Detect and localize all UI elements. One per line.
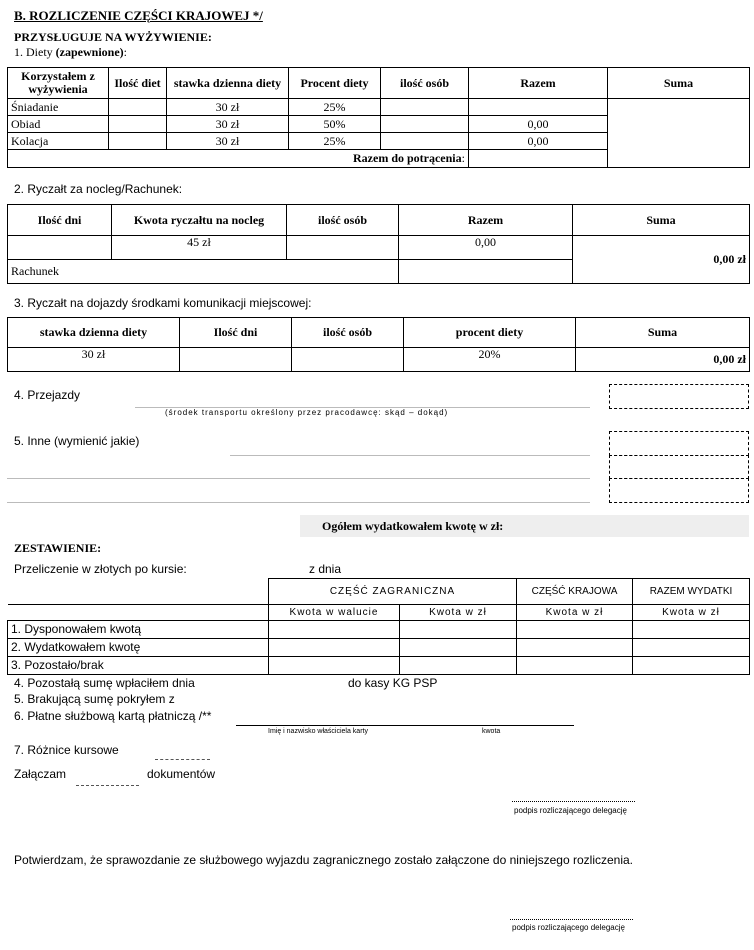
nocleg-header-total: Razem — [399, 205, 573, 236]
diety-header-total: Razem — [469, 68, 608, 99]
inne-line-3[interactable] — [7, 502, 590, 503]
subheader-currency: Kwota w walucie — [269, 605, 400, 621]
amount-cell[interactable] — [269, 639, 400, 657]
meal-persons-cell[interactable] — [381, 99, 469, 116]
meal-persons-cell[interactable] — [381, 116, 469, 133]
meal-persons-cell[interactable] — [381, 133, 469, 150]
subheader-pln-foreign: Kwota w zł — [400, 605, 517, 621]
dojazdy-header-rate: stawka dzienna diety — [8, 318, 180, 348]
zestawienie-corner — [8, 579, 269, 605]
meal-total: 0,00 — [469, 133, 608, 150]
nocleg-header-persons: ilość osób — [287, 205, 399, 236]
meal-name: Kolacja — [8, 133, 109, 150]
przejazdy-hint: (środek transportu określony przez pracodawcę: skąd – dokąd) — [165, 408, 449, 417]
attach-count-line[interactable] — [76, 785, 139, 786]
dojazdy-persons-cell[interactable] — [292, 348, 404, 372]
group-header-domestic: CZĘŚĆ KRAJOWA — [517, 579, 633, 605]
amount-cell[interactable] — [400, 621, 517, 639]
amount-cell[interactable] — [517, 657, 633, 675]
meal-name: Obiad — [8, 116, 109, 133]
subheader-blank — [8, 605, 269, 621]
nocleg-sum: 0,00 zł — [573, 236, 750, 284]
diety-header-persons: ilość osób — [381, 68, 469, 99]
inne-label: 5. Inne (wymienić jakie) — [14, 434, 140, 448]
dojazdy-percent: 20% — [404, 348, 576, 372]
meal-count-cell[interactable] — [109, 116, 167, 133]
przejazdy-amount-box[interactable] — [609, 384, 749, 409]
subheader-pln-domestic: Kwota w zł — [517, 605, 633, 621]
attach-post: dokumentów — [147, 767, 216, 781]
zestawienie-title: ZESTAWIENIE: — [14, 541, 102, 555]
meal-percent: 50% — [289, 116, 381, 133]
amount-cell[interactable] — [517, 621, 633, 639]
nocleg-header-sum: Suma — [573, 205, 750, 236]
diety-sum-cell — [608, 99, 750, 168]
nocleg-total: 0,00 — [399, 236, 573, 260]
attach-pre: Załączam — [14, 767, 67, 781]
amount-cell[interactable] — [633, 621, 750, 639]
amount-cell[interactable] — [269, 657, 400, 675]
diety-header-percent: Procent diety — [289, 68, 381, 99]
meal-total — [469, 99, 608, 116]
nocleg-table — [7, 204, 750, 284]
dojazdy-rate: 30 zł — [8, 348, 180, 372]
subheader-pln-total: Kwota w zł — [633, 605, 750, 621]
inne-amount-box-1[interactable] — [609, 431, 749, 456]
table-row — [8, 657, 750, 675]
dojazdy-header-days: Ilość dni — [180, 318, 292, 348]
line6-label: 6. Płatne służbową kartą płatniczą /** — [14, 709, 212, 723]
nocleg-label: 2. Ryczałt za nocleg/Rachunek: — [14, 182, 183, 196]
nocleg-days-cell[interactable] — [8, 236, 112, 260]
table-row — [8, 621, 750, 639]
signature2-caption: podpis rozliczającego delegację — [512, 923, 625, 932]
inne-line-2[interactable] — [7, 478, 590, 479]
diety-header-sum: Suma — [608, 68, 750, 99]
card-owner-caption: Imię i nazwisko właściciela karty — [268, 728, 368, 735]
inne-amount-box-2[interactable] — [609, 455, 749, 479]
dojazdy-header-sum: Suma — [576, 318, 750, 348]
table-row — [8, 99, 750, 116]
signature1-caption: podpis rozliczającego delegację — [514, 806, 627, 815]
amount-cell[interactable] — [633, 639, 750, 657]
deduction-label: Razem do potrącenia: — [8, 150, 469, 168]
meal-rate: 30 zł — [167, 116, 289, 133]
meal-total: 0,00 — [469, 116, 608, 133]
inne-amount-box-3[interactable] — [609, 478, 749, 503]
meal-count-cell[interactable] — [109, 133, 167, 150]
exchange-diff-line[interactable] — [155, 759, 210, 760]
amount-cell[interactable] — [633, 657, 750, 675]
group-header-total: RAZEM WYDATKI — [633, 579, 750, 605]
receipt-label: Rachunek — [8, 260, 399, 284]
signature2-line[interactable] — [510, 919, 633, 920]
diety-header-count: Ilość diet — [109, 68, 167, 99]
zestawienie-table — [7, 578, 750, 675]
card-amount-caption: kwota — [482, 728, 501, 735]
diety-header-rate: stawka dzienna diety — [167, 68, 289, 99]
line4-right: do kasy KG PSP — [348, 676, 438, 690]
meal-rate: 30 zł — [167, 99, 289, 116]
przejazdy-label: 4. Przejazdy — [14, 388, 81, 402]
meal-name: Śniadanie — [8, 99, 109, 116]
total-spent-label: Ogółem wydatkowałem kwotę w zł: — [322, 519, 504, 533]
meal-percent: 25% — [289, 133, 381, 150]
entitlement-heading: PRZYSŁUGUJE NA WYŻYWIENIE: — [14, 30, 212, 44]
nocleg-header-days: Ilość dni — [8, 205, 112, 236]
line4-label: 4. Pozostałą sumę wpłaciłem dnia — [14, 676, 195, 690]
receipt-value-cell[interactable] — [399, 260, 573, 284]
nocleg-persons-cell[interactable] — [287, 236, 399, 260]
amount-cell[interactable] — [517, 639, 633, 657]
diety-label: 1. Diety (zapewnione): — [14, 45, 128, 59]
dojazdy-table — [7, 317, 750, 372]
section-title: B. ROZLICZENIE CZĘŚCI KRAJOWEJ */ — [14, 8, 263, 23]
nocleg-header-rate: Kwota ryczałtu na nocleg — [112, 205, 287, 236]
row-label: 1. Dysponowałem kwotą — [8, 621, 269, 639]
line7-label: 7. Różnice kursowe — [14, 743, 119, 757]
dojazdy-sum: 0,00 zł — [576, 348, 750, 372]
diety-table — [7, 67, 750, 168]
inne-line-1[interactable] — [230, 455, 590, 456]
exchange-rate-label: Przeliczenie w złotych po kursie: — [14, 562, 187, 576]
row-label: 2. Wydatkowałem kwotę — [8, 639, 269, 657]
confirmation-text: Potwierdzam, że sprawozdanie ze służbowego wyjazdu zagranicznego zostało załączone do niniejszego rozliczenia. — [14, 853, 634, 867]
nocleg-rate: 45 zł — [112, 236, 287, 260]
card-line[interactable] — [236, 725, 574, 726]
dojazdy-label: 3. Ryczałt na dojazdy środkami komunikacji miejscowej: — [14, 296, 312, 310]
dojazdy-days-cell[interactable] — [180, 348, 292, 372]
line5-label: 5. Brakującą sumę pokryłem z — [14, 692, 175, 706]
group-header-foreign: CZĘŚĆ ZAGRANICZNA — [269, 579, 517, 605]
amount-cell[interactable] — [400, 657, 517, 675]
signature1-line[interactable] — [512, 801, 635, 802]
exchange-date-label: z dnia — [309, 562, 342, 576]
amount-cell[interactable] — [269, 621, 400, 639]
dojazdy-header-percent: procent diety — [404, 318, 576, 348]
deduction-value[interactable] — [469, 150, 608, 168]
diety-header-meal: Korzystałem z wyżywienia — [8, 68, 109, 99]
row-label: 3. Pozostało/brak — [8, 657, 269, 675]
meal-rate: 30 zł — [167, 133, 289, 150]
dojazdy-header-persons: ilość osób — [292, 318, 404, 348]
meal-count-cell[interactable] — [109, 99, 167, 116]
table-row — [8, 639, 750, 657]
meal-percent: 25% — [289, 99, 381, 116]
amount-cell[interactable] — [400, 639, 517, 657]
